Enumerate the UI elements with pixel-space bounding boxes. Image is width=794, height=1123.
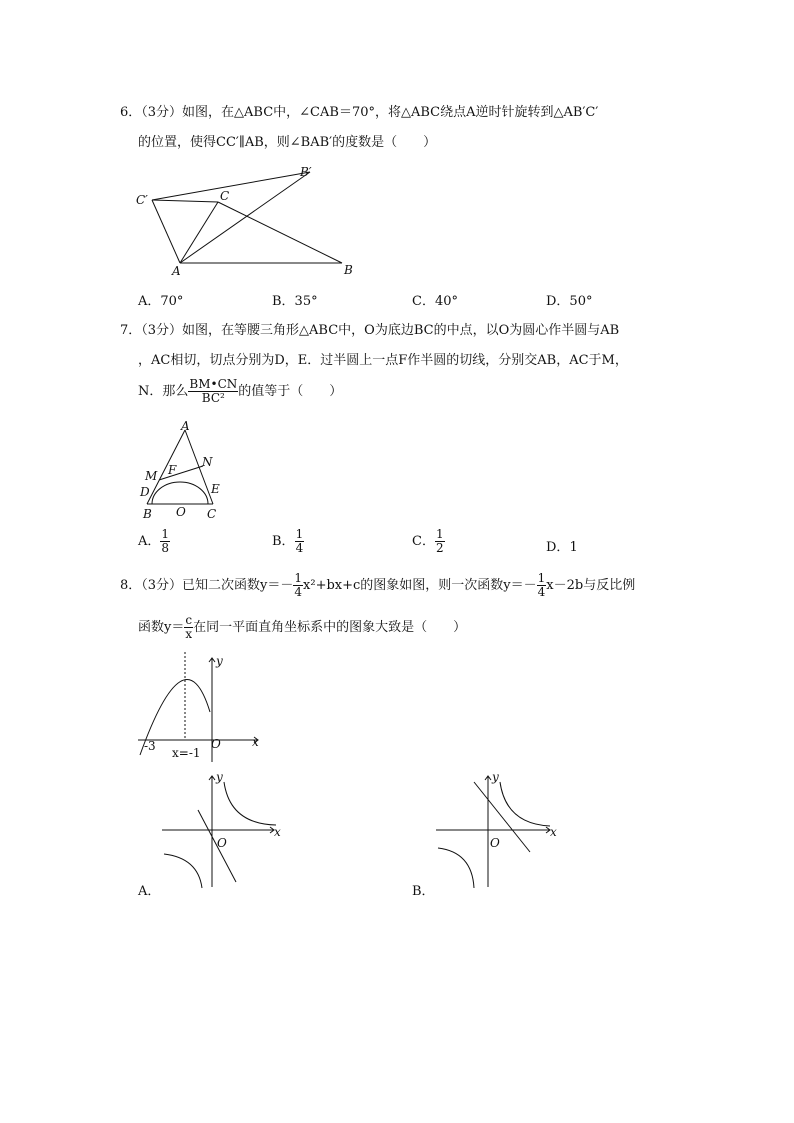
q8-option-b-label-y: y <box>492 770 499 784</box>
q8-stem-middle: x²+bx+c的图象如图，则一次函数y＝－ <box>303 578 537 593</box>
q8-graph-label-origin: O <box>211 737 221 751</box>
q7-stem-line3 <box>138 378 342 405</box>
q7-option-a-fraction <box>160 528 170 555</box>
q7-option-c-denominator: 2 <box>435 541 444 555</box>
q7-option-b-numerator: 1 <box>295 527 304 541</box>
q8-stem-line2 <box>138 614 466 641</box>
q7-label-o: O <box>176 505 186 519</box>
q7-fraction-denominator: BC² <box>201 391 225 405</box>
q8-option-a-graph <box>160 772 290 890</box>
q7-option-b-letter: B． <box>272 534 295 549</box>
q6-option-b: B．35° <box>272 294 318 309</box>
q8-parabola-graph <box>130 650 270 765</box>
q7-label-n: N <box>202 455 213 469</box>
q7-option-a-letter: A． <box>138 534 161 549</box>
q8-graph-label-neg3: -3 <box>144 739 156 753</box>
q7-label-a: A <box>181 419 190 433</box>
q7-option-d-value: 1 <box>569 540 578 555</box>
q8-graph-label-axis: x=-1 <box>172 746 201 760</box>
q8-fraction-3-denominator: x <box>185 627 193 641</box>
q7-label-b: B <box>143 507 152 521</box>
q6-stem-line2: 的位置，使得CC′∥AB，则∠BAB′的度数是（ ） <box>138 135 437 150</box>
q7-option-a-denominator: 8 <box>161 541 170 555</box>
q8-option-a-label-origin: O <box>217 836 227 850</box>
q6-option-c: C．40° <box>412 294 458 309</box>
q7-expression-fraction <box>188 378 238 405</box>
q7-label-d: D <box>140 485 150 499</box>
q7-option-b-denominator: 4 <box>295 541 304 555</box>
q8-option-b: B． <box>412 884 435 899</box>
q7-stem-line1: 7．（3分）如图，在等腰三角形△ABC中，O为底边BC的中点，以O为圆心作半圆与AB <box>120 323 620 338</box>
q7-stem-suffix: 的值等于（ ） <box>238 384 343 399</box>
q8-stem-line2-prefix: 函数y＝ <box>138 620 185 635</box>
q8-fraction-1 <box>293 572 303 599</box>
q7-semicircle-figure <box>135 418 235 523</box>
q8-option-a: A． <box>138 884 161 899</box>
q8-fraction-1-numerator: 1 <box>294 571 303 585</box>
q7-option-b <box>272 528 304 555</box>
q8-stem-suffix: x－2b与反比例 <box>546 578 636 593</box>
q6-option-d: D．50° <box>546 294 593 309</box>
q8-option-b-label-x: x <box>550 825 557 839</box>
q6-label-c-prime: C′ <box>136 193 148 207</box>
q7-option-b-fraction <box>295 528 305 555</box>
q8-option-a-label-x: x <box>274 825 281 839</box>
q6-label-a: A <box>172 264 181 278</box>
q7-option-c <box>412 528 445 555</box>
q8-fraction-2-numerator: 1 <box>537 571 546 585</box>
q7-stem-prefix: N．那么 <box>138 384 189 399</box>
q8-option-b-graph <box>434 772 564 890</box>
q7-label-f: F <box>168 463 177 477</box>
q8-fraction-2-denominator: 4 <box>537 585 546 599</box>
q7-option-d-letter: D． <box>546 540 570 555</box>
q7-label-e: E <box>211 482 220 496</box>
q6-triangle-figure <box>130 160 370 280</box>
q8-option-a-label-y: y <box>216 770 223 784</box>
q8-stem-line1 <box>120 572 635 599</box>
q8-stem-prefix: 8．（3分）已知二次函数y＝－ <box>120 578 294 593</box>
q8-graph-label-x: x <box>252 735 259 749</box>
q8-option-b-label-origin: O <box>490 836 500 850</box>
q7-option-a-numerator: 1 <box>161 527 170 541</box>
q6-label-c: C <box>220 189 230 203</box>
q7-label-c: C <box>207 507 217 521</box>
q8-fraction-3 <box>184 614 193 641</box>
q8-fraction-1-denominator: 4 <box>294 585 303 599</box>
q6-stem-line1: 6．（3分）如图，在△ABC中，∠CAB＝70°，将△ABC绕点A逆时针旋转到△AB′C′ <box>120 105 599 120</box>
q7-option-c-fraction <box>435 528 445 555</box>
q7-option-a <box>138 528 170 555</box>
q6-label-b: B <box>344 263 353 277</box>
q7-stem-line2: ，AC相切，切点分别为D，E．过半圆上一点F作半圆的切线，分别交AB，AC于M， <box>138 353 628 368</box>
q8-fraction-2 <box>537 572 547 599</box>
q8-fraction-3-numerator: c <box>185 613 193 627</box>
q7-option-c-numerator: 1 <box>435 527 444 541</box>
q7-option-c-letter: C． <box>412 534 435 549</box>
q7-option-d <box>546 536 578 555</box>
q8-graph-label-y: y <box>216 654 223 668</box>
q6-label-b-prime: B′ <box>300 165 312 179</box>
q7-label-m: M <box>145 469 158 483</box>
q7-fraction-numerator: BM•CN <box>189 377 238 391</box>
q8-stem-line2-suffix: 在同一平面直角坐标系中的图象大致是（ ） <box>193 620 467 635</box>
q6-option-a: A．70° <box>138 294 184 309</box>
